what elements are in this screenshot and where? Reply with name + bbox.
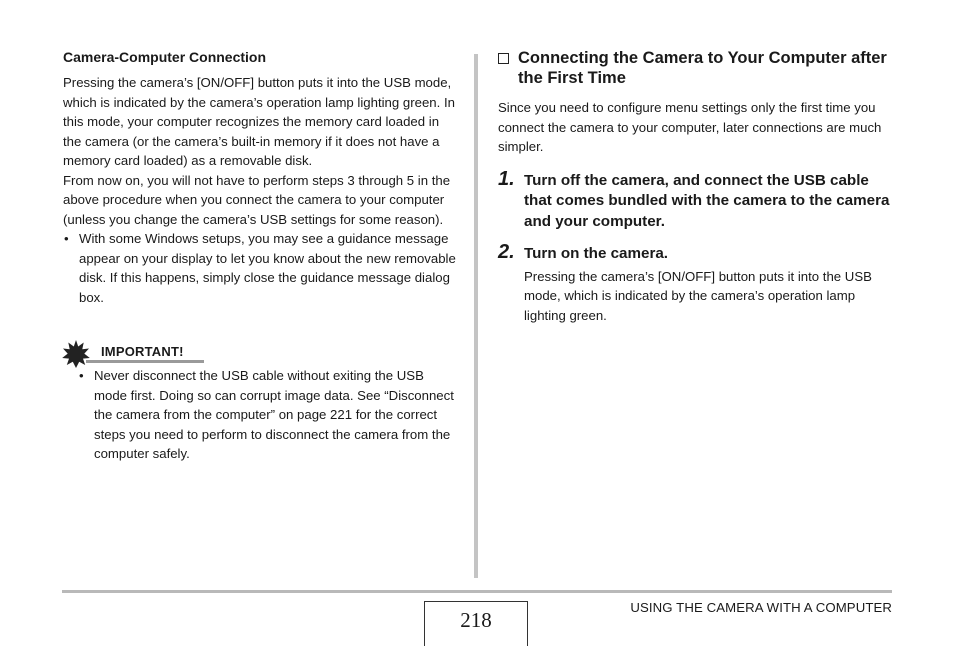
column-divider [474,54,478,578]
important-callout [62,340,207,364]
steps-note-paragraph: From now on, you will not have to perform steps 3 through 5 in the above procedure when you connect the camera to your computer (unless you change the camera’s USB settings for some reason). [63,172,451,227]
step-2 [498,241,898,325]
footer-rule [62,590,892,593]
usb-disconnect-bullet [78,366,458,464]
camera-computer-connection-heading: Camera-Computer Connection [63,49,267,65]
chapter-title: USING THE CAMERA WITH A COMPUTER [630,600,892,615]
usb-disconnect-text: Never disconnect the USB cable without exiting the USB mode first. Doing so can corrupt image data. See “Disconnect the camera from the computer” on page 221 for the correct steps you need to perform to disconnect the camera from the computer safely. [94,368,454,461]
section-intro: Since you need to configure menu settings only the first time you connect the camera to your computer, later connections are much simpler. [498,100,882,154]
page-number: 218 [460,608,492,632]
step-number: 2. [498,241,515,263]
step-1 [498,167,898,233]
starburst-icon [62,340,90,368]
section-title-text: Connecting the Camera to Your Computer after the First Time [518,49,887,87]
step-number: 1. [498,167,515,190]
step-text: Turn off the camera, and connect the USB cable that comes bundled with the camera to the camera and your computer. [524,171,890,230]
section-title [498,48,898,88]
bullet-dot-icon: • [79,368,84,383]
windows-guidance-text: With some Windows setups, you may see a guidance message appear on your display to let you know about the new removable disk. If this happens, simply close the guidance message dialog box. [79,231,456,305]
bullet-dot-icon: • [64,231,69,246]
important-label: IMPORTANT! [101,344,184,359]
important-list [78,366,458,464]
square-bullet-icon [498,53,509,64]
usb-mode-paragraph: Pressing the camera’s [ON/OFF] button puts it into the USB mode, which is indicated by the camera’s operation lamp lighting green. In this mode, your computer recognizes the memory card loaded in the camera (or the camera’s built-in memory if it does not have a memory card loaded) as a removable disk. [63,75,455,168]
important-underline [86,360,204,363]
step-description: Pressing the camera’s [ON/OFF] button puts it into the USB mode, which is indicated by the camera’s operation lamp lighting green. [524,268,872,323]
page-number-box [424,601,528,646]
step-text: Turn on the camera. [524,245,669,262]
windows-guidance-bullet [63,229,458,307]
right-column [498,48,898,325]
left-column [63,48,458,307]
